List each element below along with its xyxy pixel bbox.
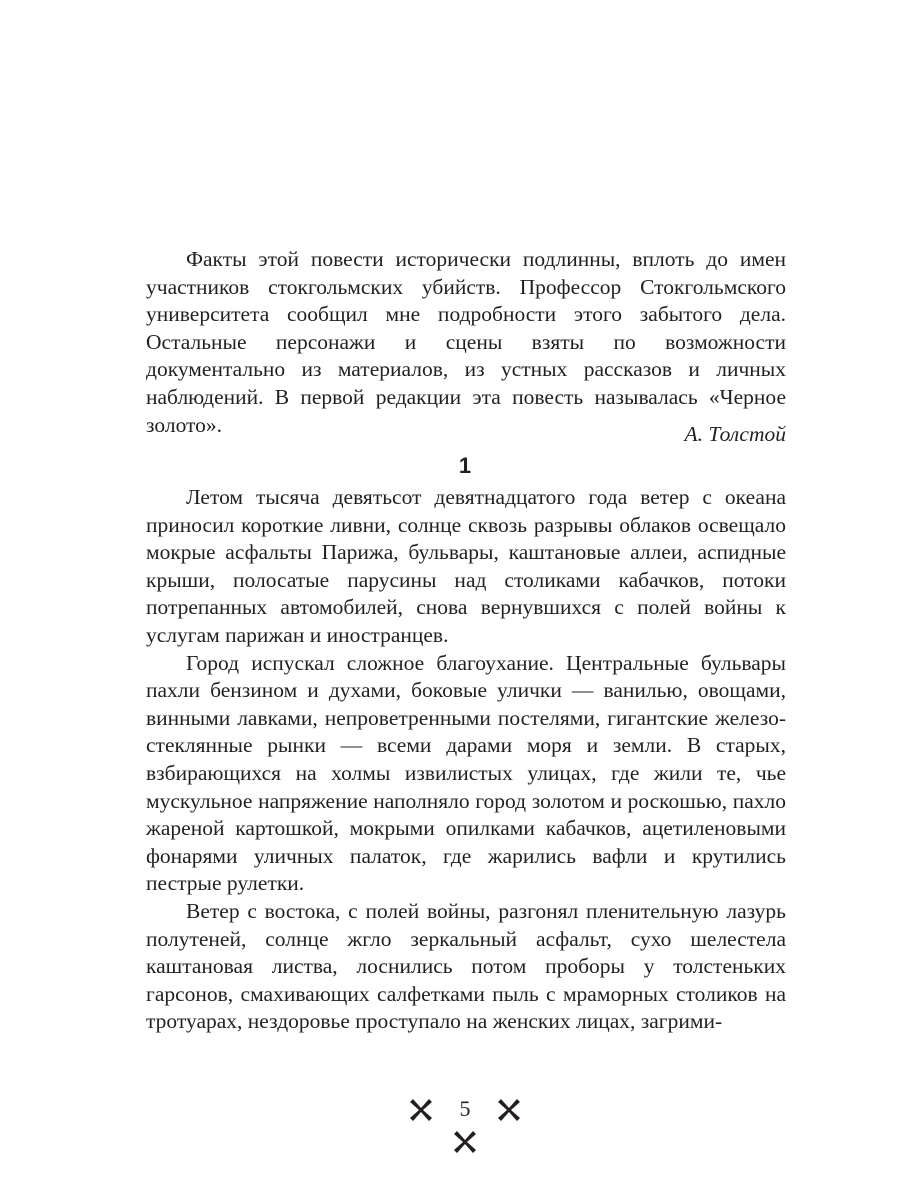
chapter-paragraph-2: Город испускал сложное благоухание. Центральные бульвары пахли бензином и духами, боковые улички — ванилью, овощами, винными лавками, непроветренными постелями, гигантские железо-стеклянные рынки — всеми дарами моря и земли. В старых, взбирающихся на холмы извилистых улицах, где жили те, чье мускульное напряжение наполняло город золотом и роскошью, пахло жареной картошкой, мокрыми опилками кабачков, ацетиленовыми фонарями уличных палаток, где жарились вафли и крутились пестрые рулетки. [146, 650, 786, 896]
chapter-paragraph-1: Летом тысяча девятьсот девятнадцатого года ветер с океана приносил короткие ливни, солнце сквозь разрывы облаков освещало мокрые асфальты Парижа, бульвары, каштановые аллеи, аспидные крыши, полосатые парусины над столиками кабачков, потоки потрепанных автомобилей, снова вернувшихся с полей войны к услугам парижан и иностранцев. [146, 485, 786, 647]
page-footer [405, 1090, 525, 1160]
cross-star-icon [409, 1098, 433, 1122]
chapter-number: 1 [458, 453, 472, 478]
cross-star-icon [453, 1130, 477, 1154]
chapter-body [146, 484, 786, 1036]
page-number: 5 [459, 1096, 471, 1121]
author-signature: А. Толстой [684, 422, 786, 446]
preface-block [146, 246, 786, 439]
preface-paragraph: Факты этой повести исторически подлинны, вплоть до имен участников стокгольмских убийств. Профессор Стокгольмского университета сообщил мне подробности этого забытого дела. Остальные персонажи и сцены взяты по возможности документально из материалов, из устных рассказов и личных наблюдений. В первой редакции эта повесть называлась «Черное золото». [146, 247, 786, 437]
chapter-paragraph-3: Ветер с востока, с полей войны, разгонял пленительную лазурь полутеней, солнце жгло зеркальный асфальт, сухо шелестела каштановая листва, лоснились потом проборы у толстеньких гарсонов, смахивающих салфетками пыль с мраморных столиков на тротуарах, нездоровье проступало на женских лицах, загрими- [146, 898, 786, 1034]
cross-star-icon [497, 1098, 521, 1122]
